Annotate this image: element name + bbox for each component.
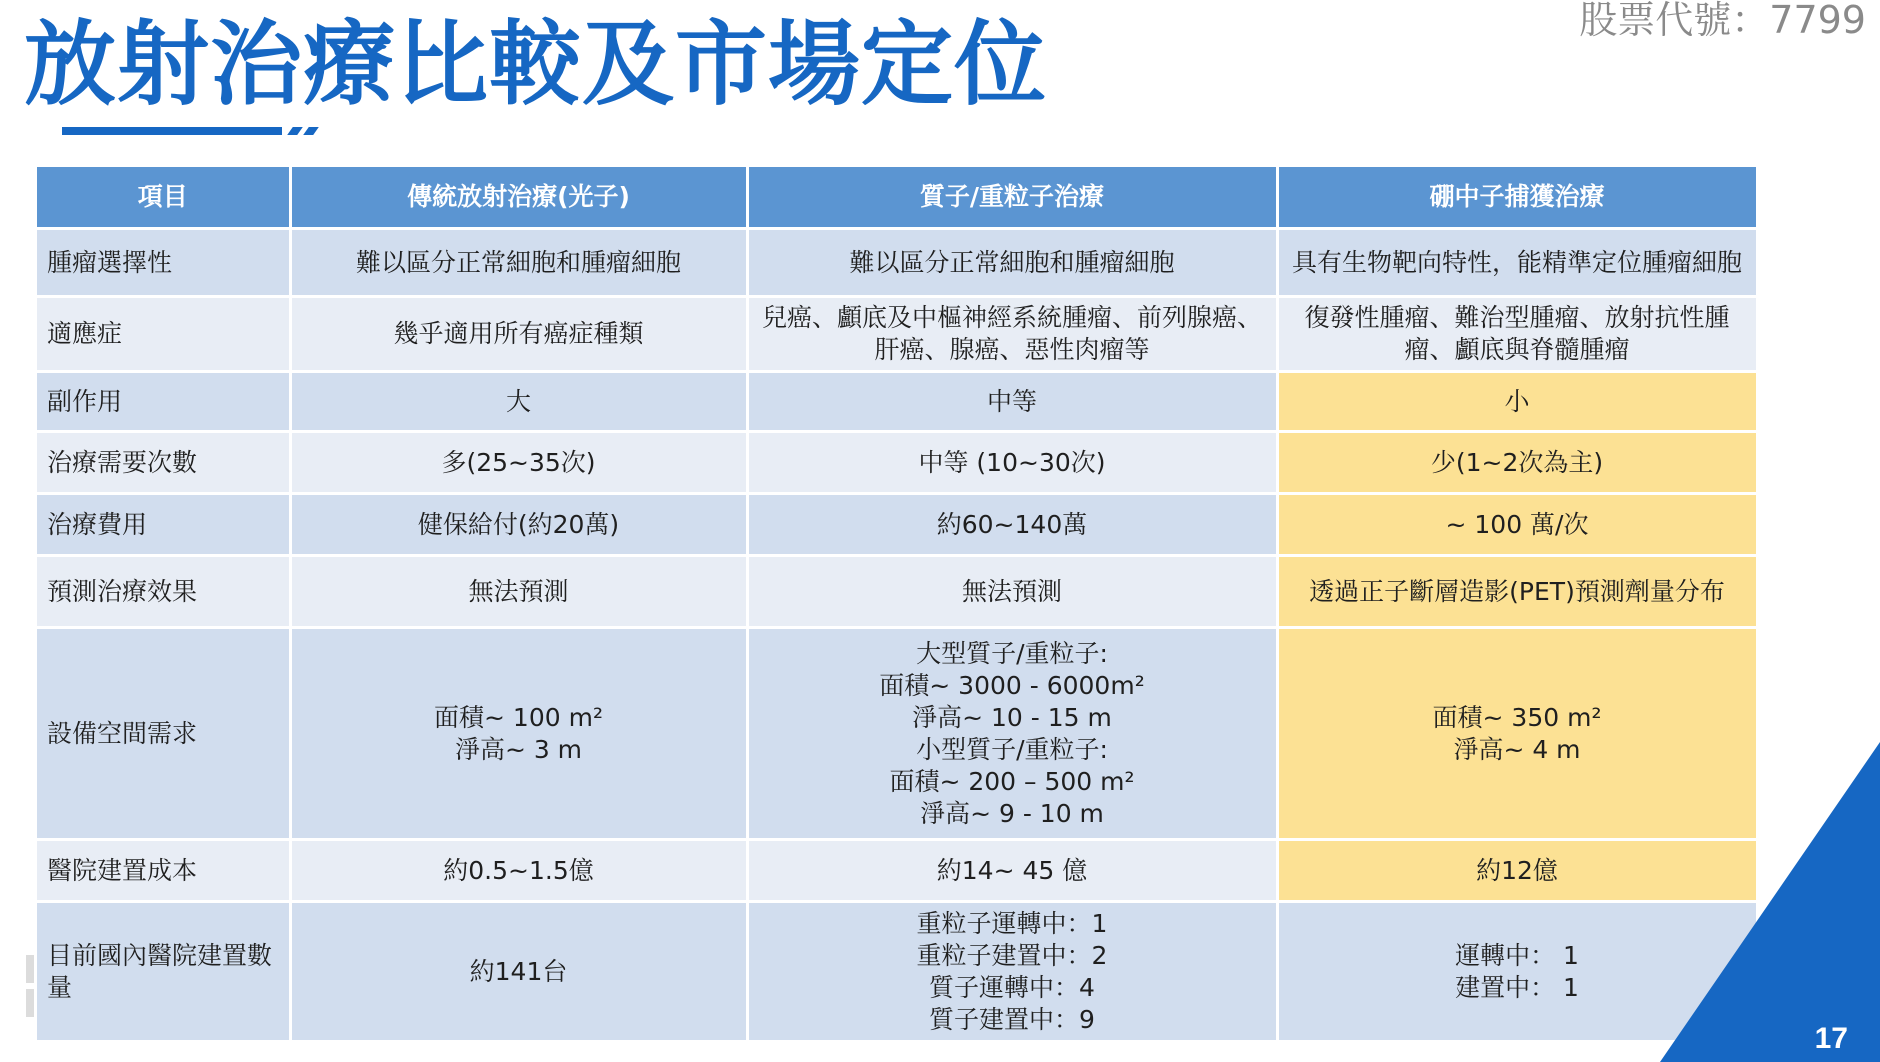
row-label: 設備空間需求	[37, 628, 290, 840]
table-row	[37, 494, 1757, 556]
cell-bnct: ~ 100 萬/次	[1277, 494, 1757, 556]
row-label: 預測治療效果	[37, 556, 290, 628]
cell-bnct: 少(1~2次為主)	[1277, 432, 1757, 494]
table-row	[37, 840, 1757, 902]
title-accent	[287, 127, 303, 135]
row-label: 治療費用	[37, 494, 290, 556]
row-label: 目前國內醫院建置數量	[37, 902, 290, 1042]
row-label: 治療需要次數	[37, 432, 290, 494]
cell-bnct: 透過正子斷層造影(PET)預測劑量分布	[1277, 556, 1757, 628]
column-header-item: 項目	[37, 167, 290, 229]
cell-photon: 無法預測	[290, 556, 747, 628]
column-header-photon: 傳統放射治療(光子)	[290, 167, 747, 229]
cell-bnct: 小	[1277, 372, 1757, 432]
table-header-row	[37, 167, 1757, 229]
cell-photon: 健保給付(約20萬)	[290, 494, 747, 556]
cell-photon: 多(25~35次)	[290, 432, 747, 494]
cell-bnct: 面積~ 350 m² 淨高~ 4 m	[1277, 628, 1757, 840]
cell-photon: 幾乎適用所有癌症種類	[290, 297, 747, 372]
table-row	[37, 372, 1757, 432]
cell-bnct: 約12億	[1277, 840, 1757, 902]
row-label: 副作用	[37, 372, 290, 432]
cell-photon: 面積~ 100 m² 淨高~ 3 m	[290, 628, 747, 840]
table-row	[37, 297, 1757, 372]
cell-proton: 約14~ 45 億	[747, 840, 1277, 902]
cell-proton: 重粒子運轉中：1 重粒子建置中：2 質子運轉中：4 質子建置中：9	[747, 902, 1277, 1042]
cell-proton: 兒癌、顱底及中樞神經系統腫瘤、前列腺癌、肝癌、腺癌、惡性肉瘤等	[747, 297, 1277, 372]
table-row	[37, 229, 1757, 297]
column-header-proton: 質子/重粒子治療	[747, 167, 1277, 229]
comparison-table	[37, 167, 1759, 1043]
page-number: 17	[1814, 1022, 1848, 1055]
cell-photon: 大	[290, 372, 747, 432]
table-row	[37, 628, 1757, 840]
cell-proton: 中等	[747, 372, 1277, 432]
cell-proton: 無法預測	[747, 556, 1277, 628]
row-label: 適應症	[37, 297, 290, 372]
cell-photon: 難以區分正常細胞和腫瘤細胞	[290, 229, 747, 297]
row-label: 醫院建置成本	[37, 840, 290, 902]
title-underline	[62, 127, 282, 135]
cell-bnct: 具有生物靶向特性，能精準定位腫瘤細胞	[1277, 229, 1757, 297]
cell-proton: 中等 (10~30次)	[747, 432, 1277, 494]
row-label: 腫瘤選擇性	[37, 229, 290, 297]
page-title: 放射治療比較及市場定位	[24, 11, 1048, 118]
cell-bnct: 運轉中： 1 建置中： 1	[1277, 902, 1757, 1042]
title-accent	[303, 127, 319, 135]
cell-proton: 大型質子/重粒子: 面積~ 3000 - 6000m² 淨高~ 10 - 15 m 小型質子/重粒子: 面積~ 200 – 500 m² 淨高~ 9 - 10 m	[747, 628, 1277, 840]
column-header-bnct: 硼中子捕獲治療	[1277, 167, 1757, 229]
cell-proton: 難以區分正常細胞和腫瘤細胞	[747, 229, 1277, 297]
table-row	[37, 902, 1757, 1042]
cell-photon: 約141台	[290, 902, 747, 1042]
stock-code: 股票代號：7799	[1579, 0, 1866, 42]
side-decoration	[26, 955, 34, 1023]
cell-photon: 約0.5~1.5億	[290, 840, 747, 902]
cell-proton: 約60~140萬	[747, 494, 1277, 556]
cell-bnct: 復發性腫瘤、難治型腫瘤、放射抗性腫瘤、顱底與脊髓腫瘤	[1277, 297, 1757, 372]
table-row	[37, 432, 1757, 494]
table-row	[37, 556, 1757, 628]
